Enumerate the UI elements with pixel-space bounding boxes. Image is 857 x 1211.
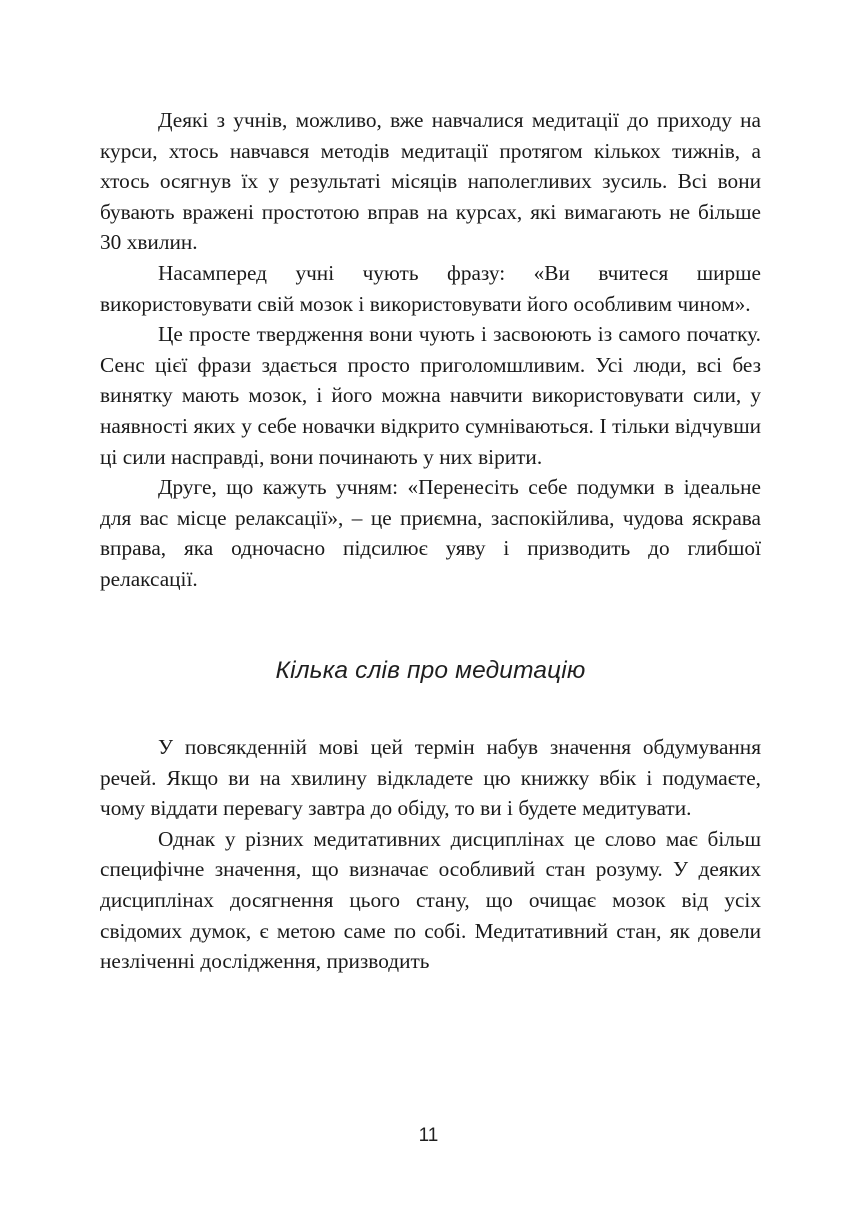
body-paragraph: Насамперед учні чують фразу: «Ви вчитеся ширше використовувати свій мозок і використовувати його особливим чином». <box>100 260 761 316</box>
body-paragraph: Це просте твердження вони чують і засвоюють із самого початку. Сенс цієї фрази здається просто приголомшливим. Усі люди, всі без винятку мають мозок, і його можна навчити використовувати сили, у наявності яких у себе новачки відкрито сумніваються. І тільки відчувши ці сили насправді, вони починають у них вірити. <box>100 322 761 469</box>
body-paragraph: Однак у різних медитативних дисциплінах це слово має більш специфічне значення, що визначає особливий стан розуму. У деяких дисциплінах досягнення цього стану, що очищає мозок від усіх свідомих думок, є метою саме по собі. Медитативний стан, як довели незліченні дослідження, призводить <box>100 826 761 974</box>
page-number: 11 <box>418 1125 439 1146</box>
section-heading: Кілька слів про медитацію <box>275 656 586 684</box>
body-paragraph: Деякі з учнів, можливо, вже навчалися медитації до приходу на курси, хтось навчався методів медитації протягом кількох тижнів, а хтось осягнув їх у результаті місяців наполегливих зусиль. Всі вони бувають вражені простотою вправ на курсах, які вимагають не більше 30 хвилин. <box>100 108 761 255</box>
spacer-above-heading <box>100 595 761 656</box>
spacer-below-heading <box>100 686 761 732</box>
body-paragraph: Друге, що кажуть учням: «Перенесіть себе подумки в ідеальне для вас місце релаксації», – це приємна, заспокійлива, чудова яскрава вправа, яка одночасно підсилює уяву і призводить до глибшої релаксації. <box>100 475 761 591</box>
body-paragraph: У повсякденній мові цей термін набув значення обдумування речей. Якщо ви на хвилину відкладете цю книжку вбік і подумаєте, чому віддати перевагу завтра до обіду, то ви і будете медитувати. <box>100 735 761 821</box>
text-column <box>100 105 761 977</box>
